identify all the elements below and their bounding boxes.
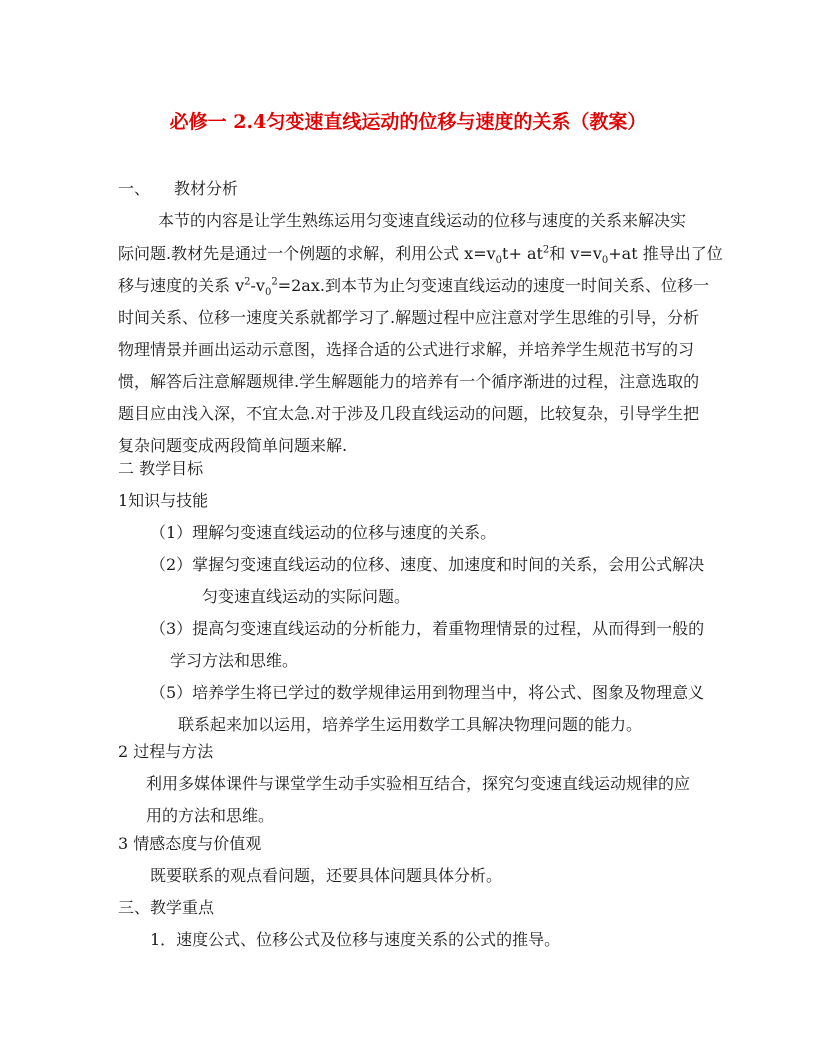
document-title: 必修一 2.4匀变速直线运动的位移与速度的关系（教案） [169,111,647,133]
paragraph-line: 移与速度的关系 $v^2-v_0^2=2ax$.到本节为止匀变速直线运动的速度一时间关系、位移一 [118,276,709,299]
paragraph-line: 利用多媒体课件与课堂学生动手实验相互结合，探究匀变速直线运动规律的应 [146,774,691,793]
objective-item-cont: 匀变速直线运动的实际问题。 [202,587,411,606]
paragraph-line: 本节的内容是让学生熟练运用匀变速直线运动的位移与速度的关系来解决实 [158,211,687,230]
paragraph-line: 既要联系的观点看问题，还要具体问题具体分析。 [150,866,503,885]
objective-item: （5）培养学生将已学过的数学规律运用到物理当中，将公式、图象及物理意义 [150,683,705,702]
paragraph-line: 际问题.教材先是通过一个例题的求解，利用公式 $x=v_0t+ at^2$和 $v=v_0+at$ 推导出了位 [118,244,723,267]
objective-item: （3）提高匀变速直线运动的分析能力，着重物理情景的过程，从而得到一般的 [150,619,705,638]
section-2-heading: 二 教学目标 [118,459,204,478]
paragraph-line: 惯，解答后注意解题规律.学生解题能力的培养有一个循序渐进的过程，注意选取的 [118,372,700,391]
paragraph-line: 题目应由浅入深，不宜太急.对于涉及几段直线运动的问题，比较复杂，引导学生把 [118,404,700,423]
subsection-heading: 3 情感态度与价值观 [118,834,262,853]
paragraph-line: 复杂问题变成两段简单问题来解. [118,436,348,455]
subsection-heading: 1知识与技能 [118,491,209,510]
section-1-heading: 一、 教材分析 [118,179,239,198]
objective-item-cont: 学习方法和思维。 [170,651,299,670]
objective-item-cont: 联系起来加以运用，培养学生运用数学工具解决物理问题的能力。 [178,715,643,734]
paragraph-line: 时间关系、位移一速度关系就都学习了.解题过程中应注意对学生思维的引导，分析 [118,308,700,327]
objective-item: （1）理解匀变速直线运动的位移与速度的关系。 [150,523,497,542]
subsection-heading: 2 过程与方法 [118,742,214,761]
objective-item: （2）掌握匀变速直线运动的位移、速度、加速度和时间的关系，会用公式解决 [150,555,705,574]
key-point-item: 1．速度公式、位移公式及位移与速度关系的公式的推导。 [150,930,561,949]
paragraph-line: 物理情景并画出运动示意图，选择合适的公式进行求解，并培养学生规范书写的习 [118,340,695,359]
paragraph-line: 用的方法和思维。 [146,806,275,825]
section-3-heading: 三、教学重点 [118,898,215,917]
